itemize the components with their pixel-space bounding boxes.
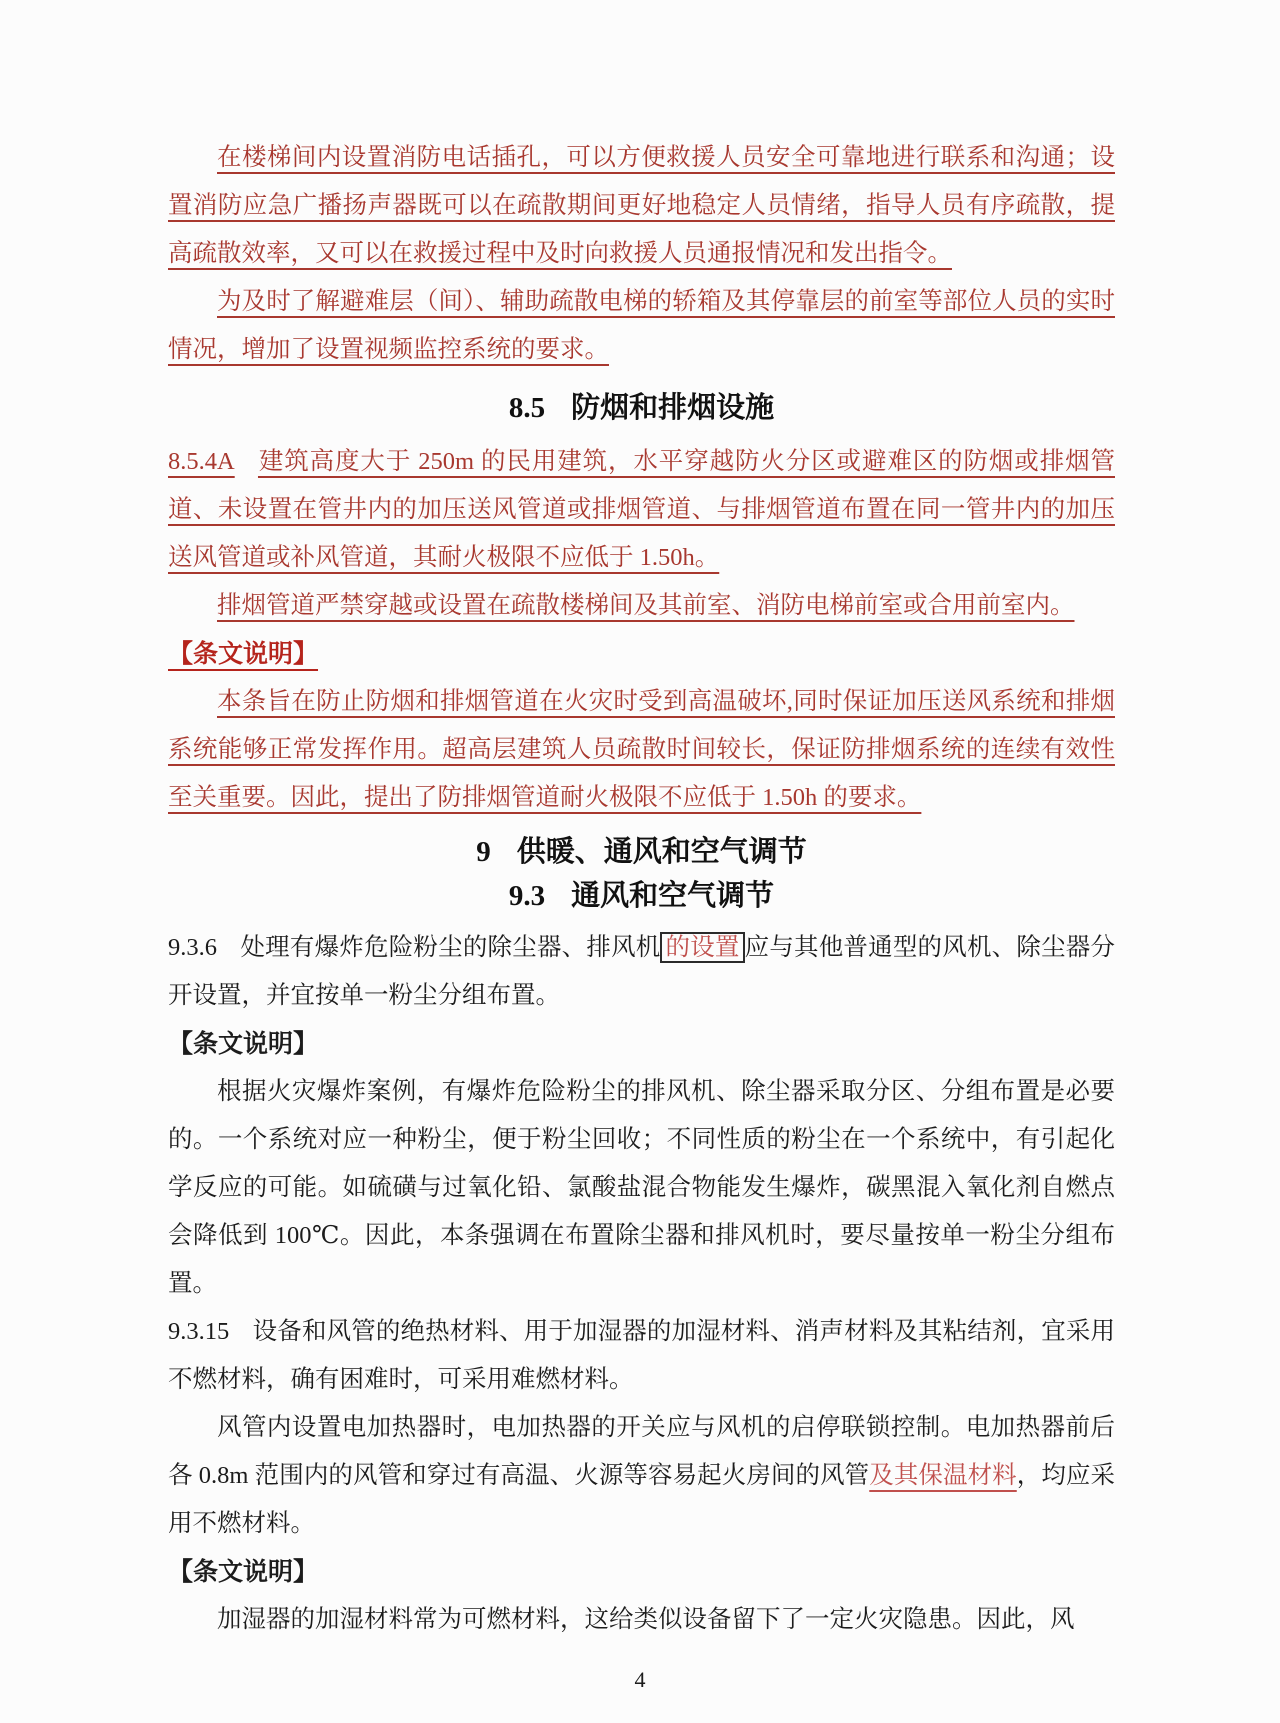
chapter-number: 9 bbox=[476, 836, 491, 868]
revision-text: 本条旨在防止防烟和排烟管道在火灾时受到高温破坏,同时保证加压送风系统和排烟系统能够正常发挥作用。超高层建筑人员疏散时间较长，保证防排烟系统的连续有效性至关重要。因此，提出了防排烟管道耐火极限不应低于 1.50h 的要求。 bbox=[168, 688, 1115, 811]
clause-number: 9.3.6 bbox=[168, 934, 217, 961]
clause-note-label bbox=[168, 1020, 1115, 1068]
note-label-text: 【条文说明】 bbox=[168, 1558, 319, 1586]
clause-note-label-red bbox=[168, 630, 1115, 678]
inserted-text-underlined: 及其保温材料 bbox=[869, 1462, 1017, 1489]
revision-text: 为及时了解避难层（间）、辅助疏散电梯的轿箱及其停靠层的前室等部位人员的实时情况，增加了设置视频监控系统的要求。 bbox=[168, 288, 1115, 363]
clause-8-5-4A-explanation bbox=[168, 678, 1115, 822]
section-number: 8.5 bbox=[508, 392, 546, 424]
clause-number: 9.3.15 bbox=[168, 1318, 230, 1345]
clause-9-3-6-explanation bbox=[168, 1068, 1115, 1308]
clause-note-label bbox=[168, 1548, 1115, 1596]
revision-text: 在楼梯间内设置消防电话插孔，可以方便救援人员安全可靠地进行联系和沟通；设置消防应急广播扬声器既可以在疏散期间更好地稳定人员情绪，指导人员有序疏散，提高疏散效率，又可以在救援过程中及时向救援人员通报情况和发出指令。 bbox=[168, 144, 1115, 267]
clause-number: 8.5.4A bbox=[168, 448, 235, 475]
revision-paragraph-fire-phone bbox=[168, 134, 1115, 278]
clause-9-3-15-explanation bbox=[168, 1596, 1115, 1644]
explanation-text: 根据火灾爆炸案例，有爆炸危险粉尘的排风机、除尘器采取分区、分组布置是必要的。一个系统对应一种粉尘，便于粉尘回收；不同性质的粉尘在一个系统中，有引起化学反应的可能。如硫磺与过氧化铅、氯酸盐混合物能发生爆炸，碳黑混入氧化剂自燃点会降低到 100℃。因此，本条强调在布置除尘器和排风机时，要尽量按单一粉尘分组布置。 bbox=[168, 1078, 1115, 1297]
note-label-text: 【条文说明】 bbox=[168, 640, 319, 668]
clause-8-5-4A-paragraph-2 bbox=[168, 582, 1115, 630]
section-number: 9.3 bbox=[508, 880, 546, 912]
clause-text-after: ，均应采用不燃材料。 bbox=[168, 1462, 1115, 1537]
clause-9-3-15 bbox=[168, 1308, 1115, 1404]
explanation-text: 加湿器的加湿材料常为可燃材料，这给类似设备留下了一定火灾隐患。因此，风 bbox=[217, 1606, 1075, 1633]
clause-text-after: 应与其他普通型的风机、除尘器分开设置，并宜按单一粉尘分组布置。 bbox=[168, 934, 1116, 1009]
clause-8-5-4A bbox=[168, 438, 1115, 582]
section-heading-8-5 bbox=[168, 388, 1115, 428]
chapter-heading-9 bbox=[168, 832, 1115, 872]
revision-paragraph-video-monitor bbox=[168, 278, 1115, 374]
chapter-title: 供暖、通风和空气调节 bbox=[516, 836, 807, 868]
clause-text-before: 处理有爆炸危险粉尘的除尘器、排风机 bbox=[240, 934, 661, 961]
clause-text: 建筑高度大于 250m 的民用建筑，水平穿越防火分区或避难区的防烟或排烟管道、未设置在管井内的加压送风管道或排烟管道、与排烟管道布置在同一管井内的加压送风管道或补风管道，其耐火极限不应低于 1.50h。 bbox=[168, 448, 1115, 571]
revision-text bbox=[168, 448, 1115, 571]
note-label-text: 【条文说明】 bbox=[168, 1030, 319, 1058]
clause-text: 设备和风管的绝热材料、用于加湿器的加湿材料、消声材料及其粘结剂，宜采用不燃材料，确有困难时，可采用难燃材料。 bbox=[168, 1318, 1115, 1393]
clause-9-3-6 bbox=[168, 924, 1115, 1020]
section-title: 防烟和排烟设施 bbox=[571, 392, 775, 424]
section-heading-9-3 bbox=[168, 876, 1115, 916]
page-number: 4 bbox=[634, 1667, 646, 1692]
section-title: 通风和空气调节 bbox=[571, 880, 775, 912]
inserted-text-box: 的设置 bbox=[660, 932, 744, 963]
clause-9-3-15-paragraph-2 bbox=[168, 1404, 1115, 1548]
revision-text: 排烟管道严禁穿越或设置在疏散楼梯间及其前室、消防电梯前室或合用前室内。 bbox=[217, 592, 1075, 619]
clause-text-before: 风管内设置电加热器时，电加热器的开关应与风机的启停联锁控制。电加热器前后各 0.8m 范围内的风管和穿过有高温、火源等容易起火房间的风管 bbox=[168, 1414, 1115, 1489]
